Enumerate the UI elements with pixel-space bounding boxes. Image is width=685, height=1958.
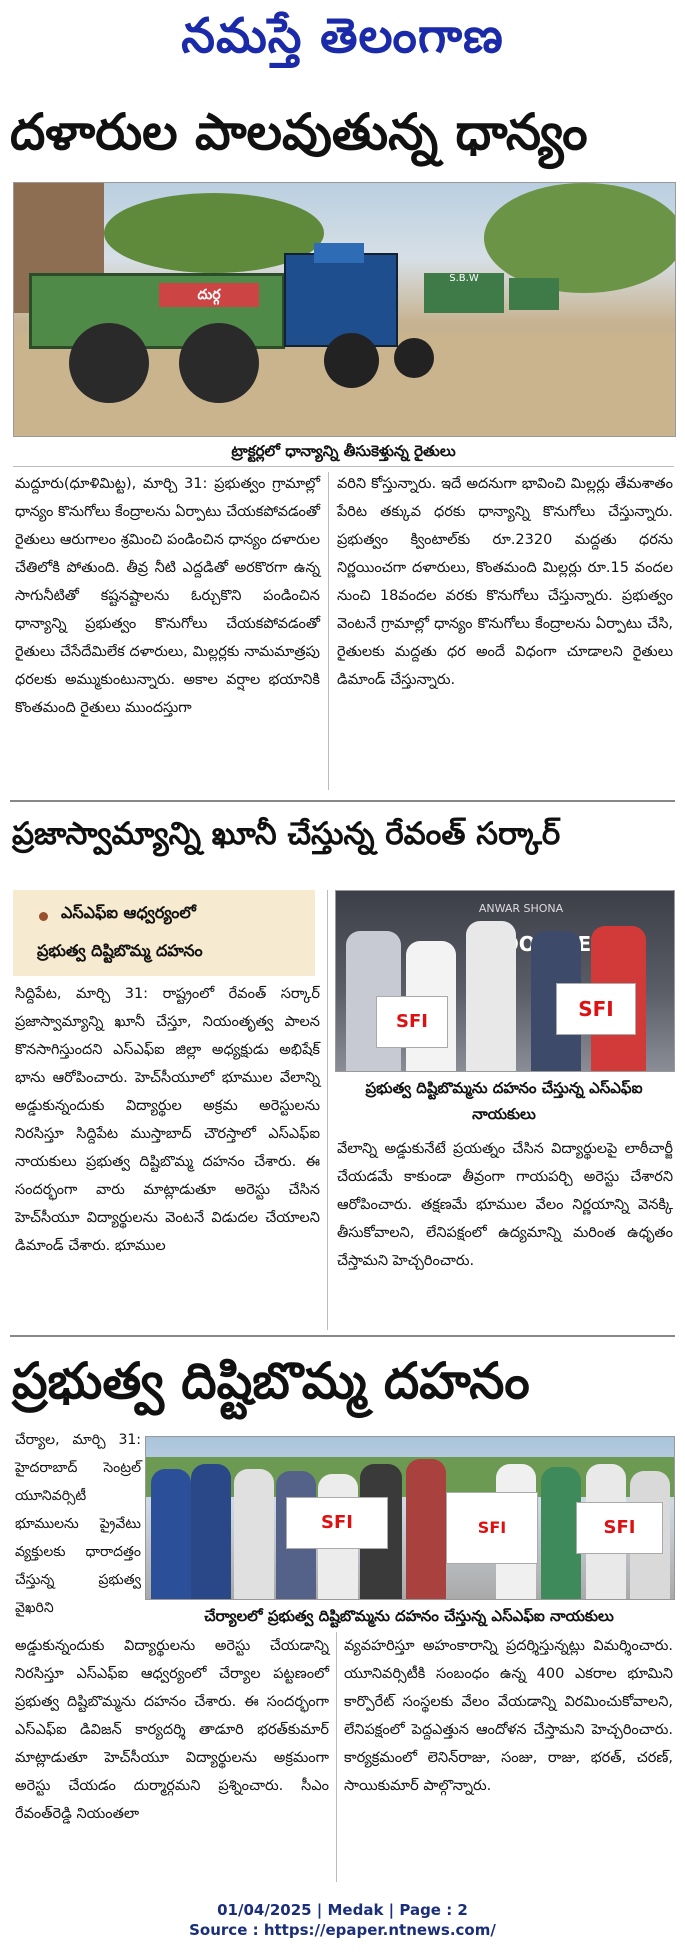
story1-photo (13, 182, 676, 437)
footer-date-line: 01/04/2025 | Medak | Page : 2 (217, 1901, 468, 1919)
truck-label: దుర్గ (159, 283, 259, 307)
footer (0, 1900, 685, 1940)
story2-photo (335, 890, 675, 1072)
story2-column-2: వేలాన్ని అడ్డుకునేటే ప్రయత్నం చేసిన విద్యార్థులపై లాఠీచార్జీ చేయడమే కాకుండా తీవ్రంగా గాయపర్చి అరెస్టు చేశారని ఆరోపించారు. తక్షణమే భూముల వేలం నిర్ణయాన్ని వెనక్కి తీసుకోవాలని, లేనిపక్షంలో ఉద్యమాన్ని మరింత ఉధృతం చేస్తామని హెచ్చరించారు. (337, 1141, 673, 1269)
masthead (0, 0, 685, 80)
store-name: ROOT (486, 932, 550, 956)
footer-source-line: Source : https://epaper.ntnews.com/ (189, 1921, 496, 1939)
sfi-banner-2: SFI (446, 1492, 538, 1564)
story3-column-1: అడ్డుకున్నందుకు విద్యార్థులను అరెస్టు చేయడాన్ని నిరసిస్తూ ఎస్ఎఫ్ఐ ఆధ్వర్యంలో చేర్యాల పట్టణంలో ప్రభుత్వ దిష్టిబొమ్మను దహనం చేశారు. ఈ సందర్భంగా ఎస్ఎఫ్ఐ డివిజన్ కార్యదర్శి తాడూరి భరత్‌కుమార్ మాట్లాడుతూ హెచ్‌సీయూ విద్యార్థులను అక్రమంగా అరెస్టు చేయడం దుర్మార్గమని ప్రశ్నించారు. సీఎం రేవంత్‌రెడ్డి నియంతలా (15, 1638, 329, 1822)
store-sign: ANWAR SHONA (478, 902, 564, 915)
story2-kicker (13, 890, 315, 976)
story1-column-2: వరిని కోస్తున్నారు. ఇదే అదనుగా భావించి మిల్లర్లు తేమశాతం పేరిట తక్కువ ధరకు ధాన్యాన్ని కొనుగోలు చేస్తున్నారు. ప్రభుత్వం క్వింటాల్‌కు రూ.2320 మద్దతు ధరను నిర్ణయించగా దళారులు, కొంతమంది మిల్లర్లు రూ.15 వందల నుంచి 18వందల వరకు కొనుగోలు చేస్తున్నారు. ప్రభుత్వం వెంటనే గ్రామాల్లో ధాన్యం కొనుగోలు కేంద్రాలను ఏర్పాటు చేసి, రైతులకు మద్దతు ధర అందే విధంగా చూడాలని రైతులు డిమాండ్ చేస్తున్నారు. (337, 476, 673, 688)
story3-column-2: వ్యవహరిస్తూ అహంకారాన్ని ప్రదర్శిస్తున్నట్లు విమర్శించారు. యూనివర్సిటీకి సంబంధం ఉన్న 400 ఎకరాల భూమిని కార్పొరేట్ సంస్థలకు వేలం వేయడాన్ని విరమించుకోవాలని, లేనిపక్షంలో పెద్దఎత్తున ఆందోళన చేస్తామని హెచ్చరించారు. కార్యక్రమంలో లెనిన్‌రాజు, సంజు, రాజు, భరత్, చరణ్, సాయికుమార్ పాల్గొన్నారు. (344, 1638, 673, 1794)
story2-headline: ప్రజాస్వామ్యాన్ని ఖూనీ చేస్తున్న రేవంత్ సర్కార్ (12, 816, 561, 852)
bullet-icon (39, 912, 48, 921)
far-truck-label: S.B.W (424, 273, 504, 313)
story2-column-1: సిద్దిపేట, మార్చి 31: రాష్ట్రంలో రేవంత్ సర్కార్ ప్రజాస్వామ్యాన్ని ఖూనీ చేస్తూ, నియంతృత్వ పాలన కొనసాగిస్తుందని ఎస్ఎఫ్ఐ జిల్లా అధ్యక్షుడు అభిషేక్ భాను ఆరోపించారు. హెచ్‌సీయూలో భూముల వేలాన్ని అడ్డుకున్నందుకు విద్యార్థుల అక్రమ అరెస్టులను నిరసిస్తూ సిద్దిపేట ముస్తాబాద్ చౌరస్తాలో ఎస్ఎఫ్ఐ నాయకులు ప్రభుత్వ దిష్టిబొమ్మ దహనం చేశారు. ఈ సందర్భంగా వారు మాట్లాడుతూ అరెస్టు చేసిన హెచ్‌సీయూ విద్యార్థులను వెంటనే విడుదల చేయాలని డిమాండ్ చేశారు. భూముల (15, 986, 320, 1254)
sfi-banner-left: SFI (376, 996, 448, 1048)
kicker-line-2: ప్రభుత్వ దిష్టిబొమ్మ దహనం (37, 941, 203, 960)
kicker-line-1: ఎస్ఎఫ్ఐ ఆధ్వర్యంలో (61, 903, 196, 922)
story1-caption: ట్రాక్టర్లలో ధాన్యాన్ని తీసుకెళ్తున్న రైతులు (231, 442, 456, 460)
sfi-banner-3: SFI (576, 1502, 663, 1554)
story1-headline: దళారుల పాలవుతున్న ధాన్యం (10, 103, 588, 161)
newspaper-title: నమస్తే తెలంగాణ (181, 8, 504, 64)
sfi-banner-1: SFI (286, 1497, 388, 1549)
story2-caption: ప్రభుత్వ దిష్టిబొమ్మను దహనం చేస్తున్న ఎస్ఎఫ్ఐ నాయకులు (365, 1079, 643, 1123)
story3-photo (145, 1436, 675, 1600)
sfi-banner-right: SFI (556, 983, 636, 1035)
story1-column-1: మద్దూరు(ధూళిమిట్ట), మార్చి 31: ప్రభుత్వం గ్రామాల్లో ధాన్యం కొనుగోలు కేంద్రాలను ఏర్పాటు చేయకపోవడంతో రైతులు ఆరుగాలం శ్రమించి పండించిన ధాన్యం దళారుల చేతిలోకి పోతుంది. తీవ్ర నీటి ఎద్దడితో అరకొరగా ఉన్న సాగునీటితో కష్టనష్టాలను ఓర్చుకొని పండించిన ధాన్యాన్ని ప్రభుత్వం కొనుగోలు చేయకపోవడంతో రైతులు చేసేదేమిలేక దళారులు, మిల్లర్లకు నామమాత్రపు ధరలకు అమ్ముకుంటున్నారు. అకాల వర్షాల భయానికి కొంతమంది రైతులు ముందస్తుగా (15, 476, 320, 716)
story3-caption: చేర్యాలలో ప్రభుత్వ దిష్టిబొమ్మను దహనం చేస్తున్న ఎస్ఎఫ్ఐ నాయకులు (204, 1607, 614, 1625)
story3-intro: చేర్యాల, మార్చి 31: హైదరాబాద్ సెంట్రల్ యూనివర్సిటీ భూములను ప్రైవేటు వ్యక్తులకు ధారాదత్తం చేస్తున్న ప్రభుత్వ వైఖరిని (15, 1432, 141, 1616)
story3-headline: ప్రభుత్వ దిష్టిబొమ్మ దహనం (12, 1352, 530, 1410)
